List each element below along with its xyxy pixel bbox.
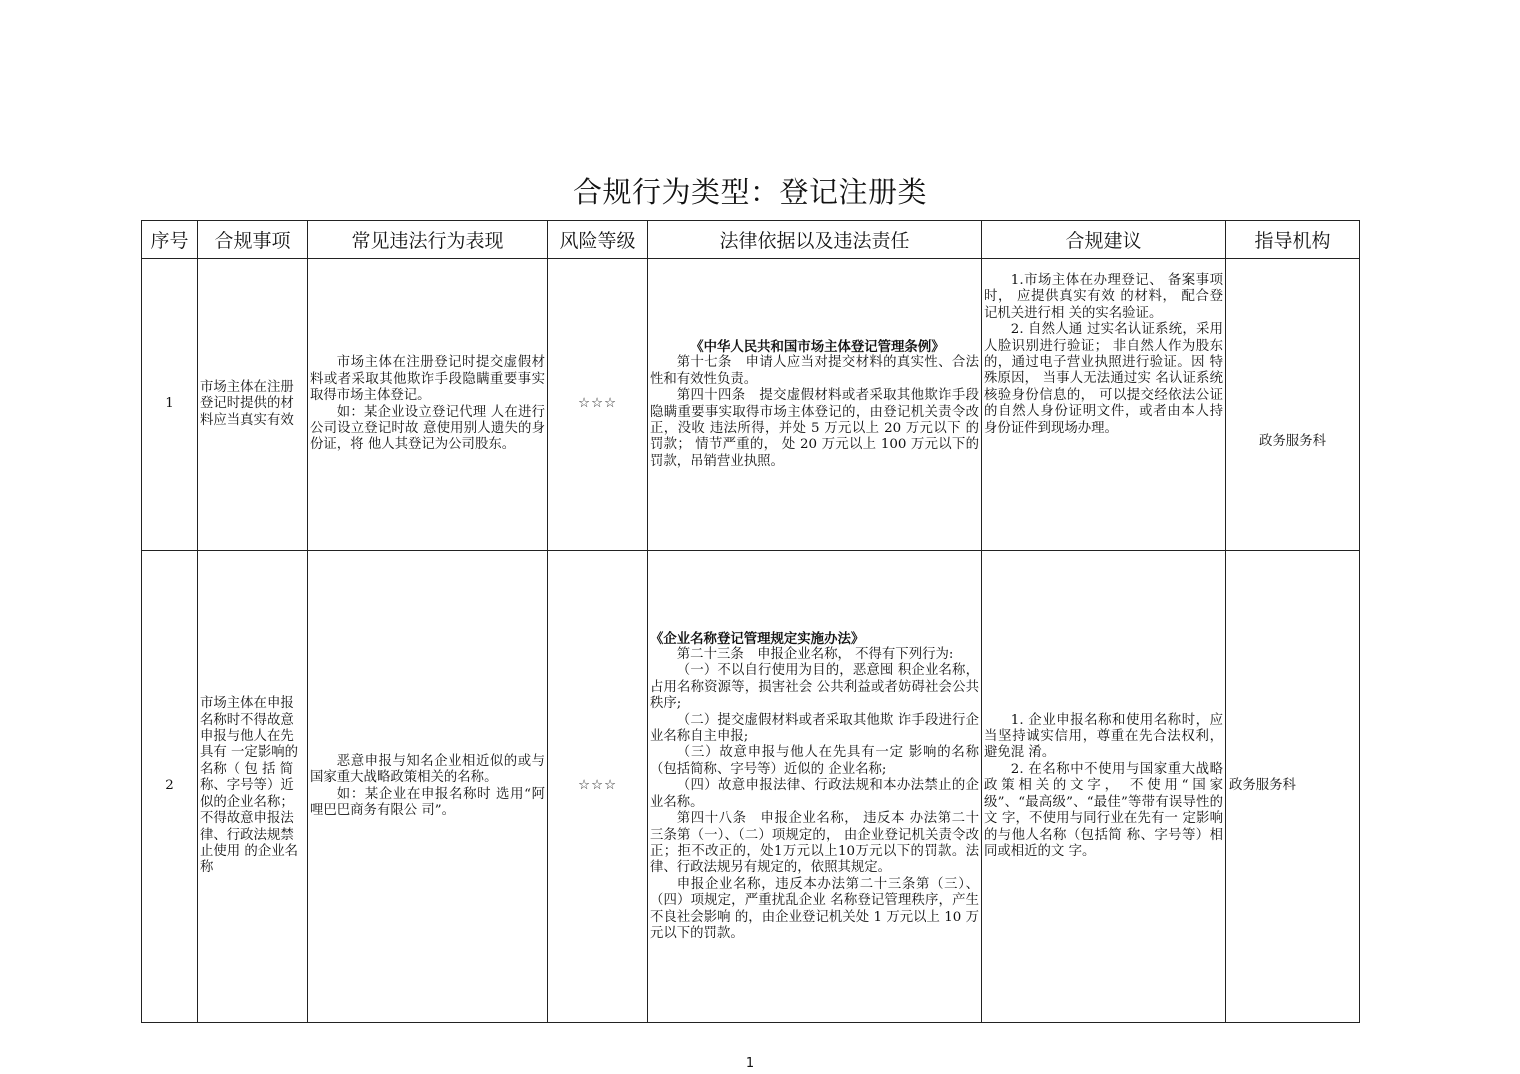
- risk-rating: ☆☆☆: [548, 259, 648, 551]
- law-paragraph: （四）故意申报法律、行政法规和本办法禁止的企业名称。: [650, 778, 979, 810]
- legal-basis: [648, 551, 982, 1023]
- law-title: 《企业名称登记管理规定实施办法》: [650, 630, 865, 647]
- risk-rating: ☆☆☆: [548, 551, 648, 1023]
- compliance-table: [141, 220, 1360, 1023]
- law-paragraph: 第四十八条 申报企业名称， 违反本 办法第二十三条第（一）、（二）项规定的， 由企业登记机关责令改正；拒不改正的，处1万元以上10万元以下的罚款。法律、行政法规另有规定的，依照其规定。: [650, 811, 979, 876]
- header-org: 指导机构: [1226, 221, 1360, 259]
- header-seq: 序号: [142, 221, 198, 259]
- table-header-row: [142, 221, 1360, 259]
- law-paragraph: 第二十三条 申报企业名称， 不得有下列行为:: [676, 647, 954, 663]
- violation-description: [308, 551, 548, 1023]
- violation-example: 如：某企业设立登记代理 人在进行公司设立登记时故 意使用别人遗失的身份证，将 他人其登记为公司股东。: [310, 404, 545, 453]
- compliance-item: 市场主体在注册登记时提供的材料应当真实有效: [198, 259, 308, 551]
- advice-paragraph: 1.市场主体在办理登记、 备案事项时， 应提供真实有效 的材料， 配合登记机关进行相 关的实名验证。: [984, 273, 1223, 321]
- law-paragraph: 申报企业名称，违反本办法第二十三条第（三）、（四）项规定，严重扰乱企业 名称登记管理秩序，产生不良社会影响 的，由企业登记机关处 1 万元以上 10 万 元以下的罚款。: [650, 876, 979, 941]
- compliance-item: 市场主体在申报名称时不得故意申报与他人在先具有 一定影响的名称（ 包 括 简 称、字号等）近似的企业名称；不得故意申报法律、行政法规禁止使用 的企业名称: [198, 551, 308, 1023]
- guidance-agency: 政务服务科: [1226, 551, 1360, 1023]
- advice-paragraph: 2. 在名称中不使用与国家重大战略政策相关的文字， 不使用“国家级”、“最高级”、“最佳”等带有误导性的文 字，不使用与同行业在先有一 定影响的与他人名称（包括简 称、字号等）相同或相近的文 字。: [984, 761, 1223, 859]
- compliance-advice: [982, 259, 1226, 551]
- row-seq: 2: [142, 551, 198, 1023]
- law-paragraph: （三）故意申报与他人在先具有一定 影响的名称（包括简称、字号等）近似的 企业名称;: [650, 745, 979, 777]
- table-row: [142, 551, 1360, 1023]
- header-item: 合规事项: [198, 221, 308, 259]
- guidance-agency: 政务服务科: [1226, 259, 1360, 551]
- law-paragraph: 第十七条 申请人应当对提交材料的真实性、合法性和有效性负责。: [650, 355, 979, 387]
- page-title: 合规行为类型：登记注册类: [572, 175, 927, 209]
- row-seq: 1: [142, 259, 198, 551]
- header-violations: 常见违法行为表现: [308, 221, 548, 259]
- violation-description: [308, 259, 548, 551]
- compliance-advice: [982, 551, 1226, 1023]
- law-title: 《中华人民共和国市场主体登记管理条例》: [690, 338, 945, 355]
- advice-paragraph: 1. 企业申报名称和使用名称时，应当坚持诚实信用，尊重在先合法权利，避免混 淆。: [984, 712, 1223, 761]
- violation-paragraph: 市场主体在注册登记时提交虚假材料或者采取其他欺诈手段隐瞒重要事实取得市场主体登记。: [310, 355, 545, 404]
- table-row: [142, 259, 1360, 551]
- advice-paragraph: 2. 自然人通 过实名认证系统，采用人脸识别进行验证； 非自然人作为股东的，通过电子营业执照进行验证。因 特殊原因， 当事人无法通过实 名认证系统核验身份信息的， 可以提交经依法公证的自然人身份证明文件，或者由本人持身份证件到现场办理。: [984, 322, 1223, 436]
- header-risk: 风险等级: [548, 221, 648, 259]
- law-paragraph: （一）不以自行使用为目的，恶意囤 积企业名称，占用名称资源等，损害社会 公共利益或者妨碍社会公共秩序;: [650, 663, 979, 712]
- violation-paragraph: 恶意申报与知名企业相近似的或与国家重大战略政策相关的名称。: [310, 753, 545, 786]
- legal-basis: [648, 259, 982, 551]
- law-paragraph: （二）提交虚假材料或者采取其他欺 诈手段进行企业名称自主申报;: [650, 712, 979, 745]
- header-advice: 合规建议: [982, 221, 1226, 259]
- header-law: 法律依据以及违法责任: [648, 221, 982, 259]
- law-paragraph: 第四十四条 提交虚假材料或者采取其他欺诈手段隐瞒重要事实取得市场主体登记的，由登记机关责令改正，没收 违法所得，并处 5 万元以上 20 万元以下 的罚款； 情节严重的， 处 20 万元以上 100 万元以下的罚款，吊销营业执照。: [650, 388, 979, 469]
- page-number: 1: [745, 1056, 755, 1071]
- violation-example: 如：某企业在申报名称时 选用“阿哩巴巴商务有限公 司”。: [310, 786, 545, 818]
